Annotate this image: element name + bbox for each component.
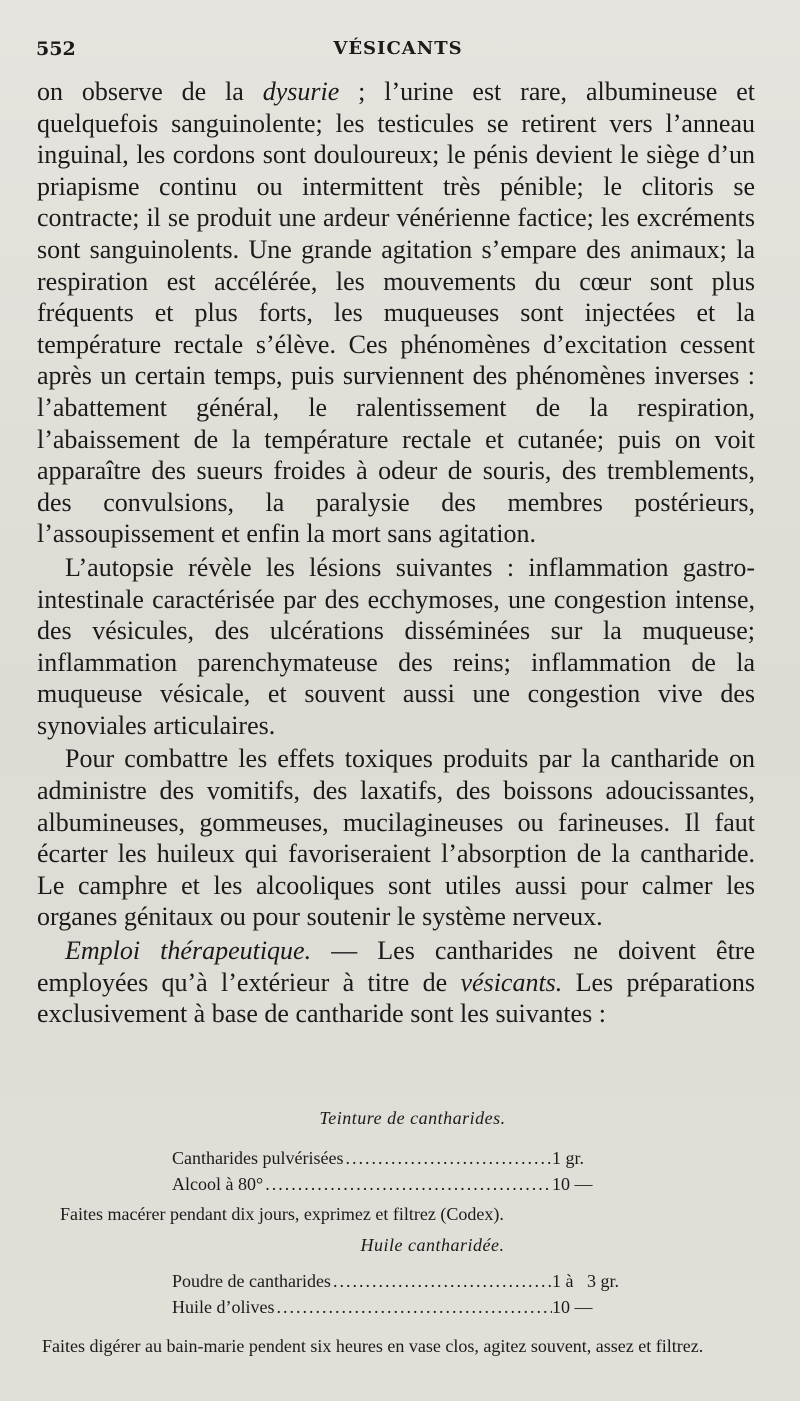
ingredient-qty: 10 —	[552, 1297, 593, 1317]
emphasis-dysurie: dysurie	[262, 77, 340, 106]
paragraph-autopsy: L’autopsie révèle les lésions suivantes : inflammation gastro-intestinale caractérisée par des ecchymoses, une congestion intense, des vésicules, des ulcérations disséminées sur la muqueuse; inflammation parenchymateuse des reins; inflammation de la muqueuse vésicale, et souvent aussi une congestion vive des synoviales articulaires.	[37, 552, 755, 740]
ingredient-qty: 1 gr.	[552, 1148, 585, 1168]
ingredient-row	[172, 1145, 622, 1171]
text-run: — Les cantharides ne doivent être employées qu’à l’extérieur à titre de	[37, 936, 756, 997]
running-title: VÉSICANTS	[333, 38, 463, 59]
ingredient-name: Huile d’olives	[172, 1297, 275, 1317]
recipes-section	[42, 1108, 765, 1358]
ingredient-qty: 1 à 3 gr.	[552, 1271, 619, 1291]
ingredient-row	[172, 1171, 622, 1197]
page-header	[36, 38, 760, 66]
text-run: on observe de la	[37, 77, 263, 106]
recipe-instructions: Faites macérer pendant dix jours, exprimez et filtrez (Codex).	[60, 1204, 504, 1224]
emphasis-vesicants: vésicants.	[460, 967, 563, 997]
recipe-instructions: Faites digérer au bain-marie pendent six heures en vase clos, agitez souvent, assez et filtrez.	[42, 1336, 704, 1356]
recipe-title-teinture: Teinture de cantharides.	[319, 1108, 506, 1128]
ingredient-name: Alcool à 80°	[172, 1174, 264, 1194]
leader-dots	[274, 1294, 552, 1320]
leader-dots	[263, 1171, 552, 1197]
text-run: Les préparations exclusivement à base de cantharide sont les suivantes :	[37, 967, 755, 1029]
leader-dots	[343, 1145, 552, 1171]
leader-dots	[331, 1268, 552, 1294]
ingredient-name: Cantharides pulvérisées	[172, 1148, 344, 1168]
page-number: 552	[36, 38, 76, 60]
paragraph-symptoms	[37, 76, 755, 550]
ingredient-qty: 10 —	[552, 1174, 593, 1194]
ingredient-row	[172, 1268, 622, 1294]
paragraph-therapeutic-use	[37, 935, 755, 1030]
recipe-title-huile: Huile cantharidée.	[360, 1235, 505, 1255]
body-text	[37, 76, 755, 1030]
paragraph-treatment: Pour combattre les effets toxiques produits par la cantharide on administre des vomitifs, des laxatifs, des boissons adoucissantes, albumineuses, gommeuses, mucilagineuses ou farineuses. Il faut écarter les huileux qui favoriseraient l’absorption de la cantharide. Le camphre et les alcooliques sont utiles aussi pour calmer les organes génitaux ou pour soutenir le système nerveux.	[37, 744, 755, 932]
ingredient-name: Poudre de cantharides	[172, 1271, 331, 1291]
ingredient-row	[172, 1294, 622, 1320]
text-run: ; l’urine est rare, albumineuse et quelquefois sanguinolente; les testicules se retirent vers l’anneau inguinal, les cordons sont douloureux; le pénis devient le siège d’un priapisme continu ou intermittent très pénible; le clitoris se contracte; il se produit une ardeur vénérienne factice; les excréments sont sanguinolents. Une grande agitation s’empare des animaux; la respiration est accélérée, les mouvements du cœur sont plus fréquents et plus forts, les muqueuses sont injectées et la température rectale s’élève. Ces phénomènes d’excitation cessent après un certain temps, puis surviennent des phénomènes inverses : l’abattement général, le ralentissement de la respiration, l’abaissement de la température rectale et cutanée; puis on voit apparaître des sueurs froides à odeur de souris, des tremblements, des convulsions, la paralysie des membres postérieurs, l’assoupissement et enfin la mort sans agitation.	[37, 77, 755, 549]
section-heading-italic: Emploi thérapeutique.	[65, 936, 312, 966]
